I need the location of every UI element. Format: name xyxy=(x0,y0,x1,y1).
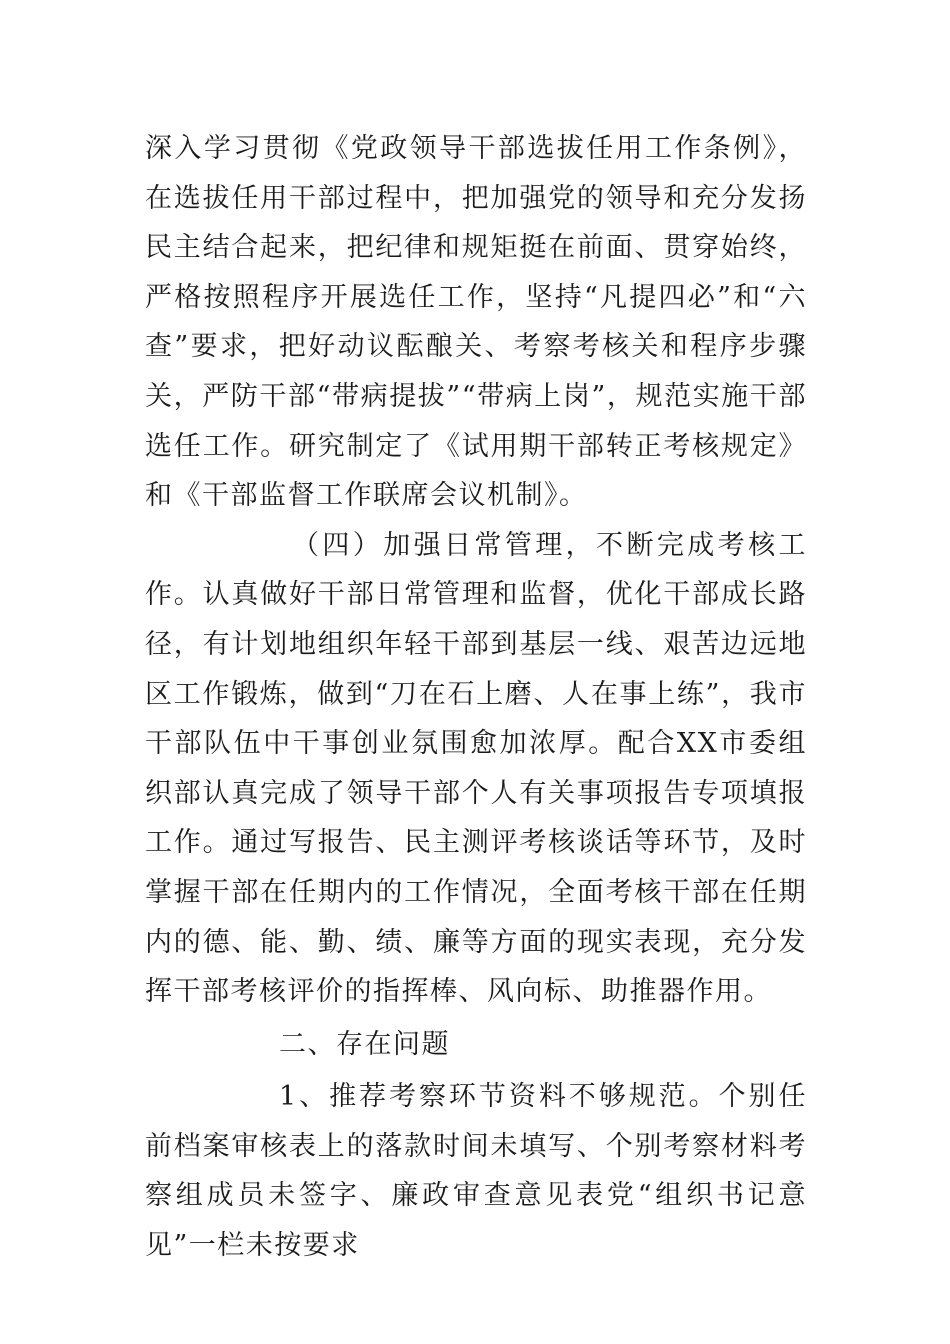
document-body xyxy=(145,124,807,1271)
section-heading-existing-problems: 二、存在问题 xyxy=(279,1028,450,1060)
paragraph-cadre-selection: 深入学习贯彻《党政领导干部选拔任用工作条例》，在选拔任用干部过程中，把加强党的领导和充分发扬民主结合起来，把纪律和规矩挺在前面、贯穿始终，严格按照程序开展选任工作，坚持“凡提四必”和“六查”要求，把好动议酝酿关、考察考核关和程序步骤关，严防干部“带病提拔”“带病上岗”，规范实施干部选任工作。研究制定了《试用期干部转正考核规定》和《干部监督工作联席会议机制》。 xyxy=(145,133,807,512)
paragraph-daily-management: （四）加强日常管理，不断完成考核工作。认真做好干部日常管理和监督，优化干部成长路径，有计划地组织年轻干部到基层一线、艰苦边远地区工作锻炼，做到“刀在石上磨、人在事上练”，我市干部队伍中干事创业氛围愈加浓厚。配合XX市委组织部认真完成了领导干部个人有关事项报告专项填报工作。通过写报告、民主测评考核谈话等环节，及时掌握干部在任期内的工作情况，全面考核干部在任期内的德、能、勤、绩、廉等方面的现实表现，充分发挥干部考核评价的指挥棒、风向标、助推器作用。 xyxy=(145,529,807,1008)
paragraph-problem-item-1: 1、推荐考察环节资料不够规范。个别任前档案审核表上的落款时间未填写、个别考察材料考察组成员未签字、廉政审查意见表党“组织书记意见”一栏未按要求 xyxy=(145,1081,807,1262)
